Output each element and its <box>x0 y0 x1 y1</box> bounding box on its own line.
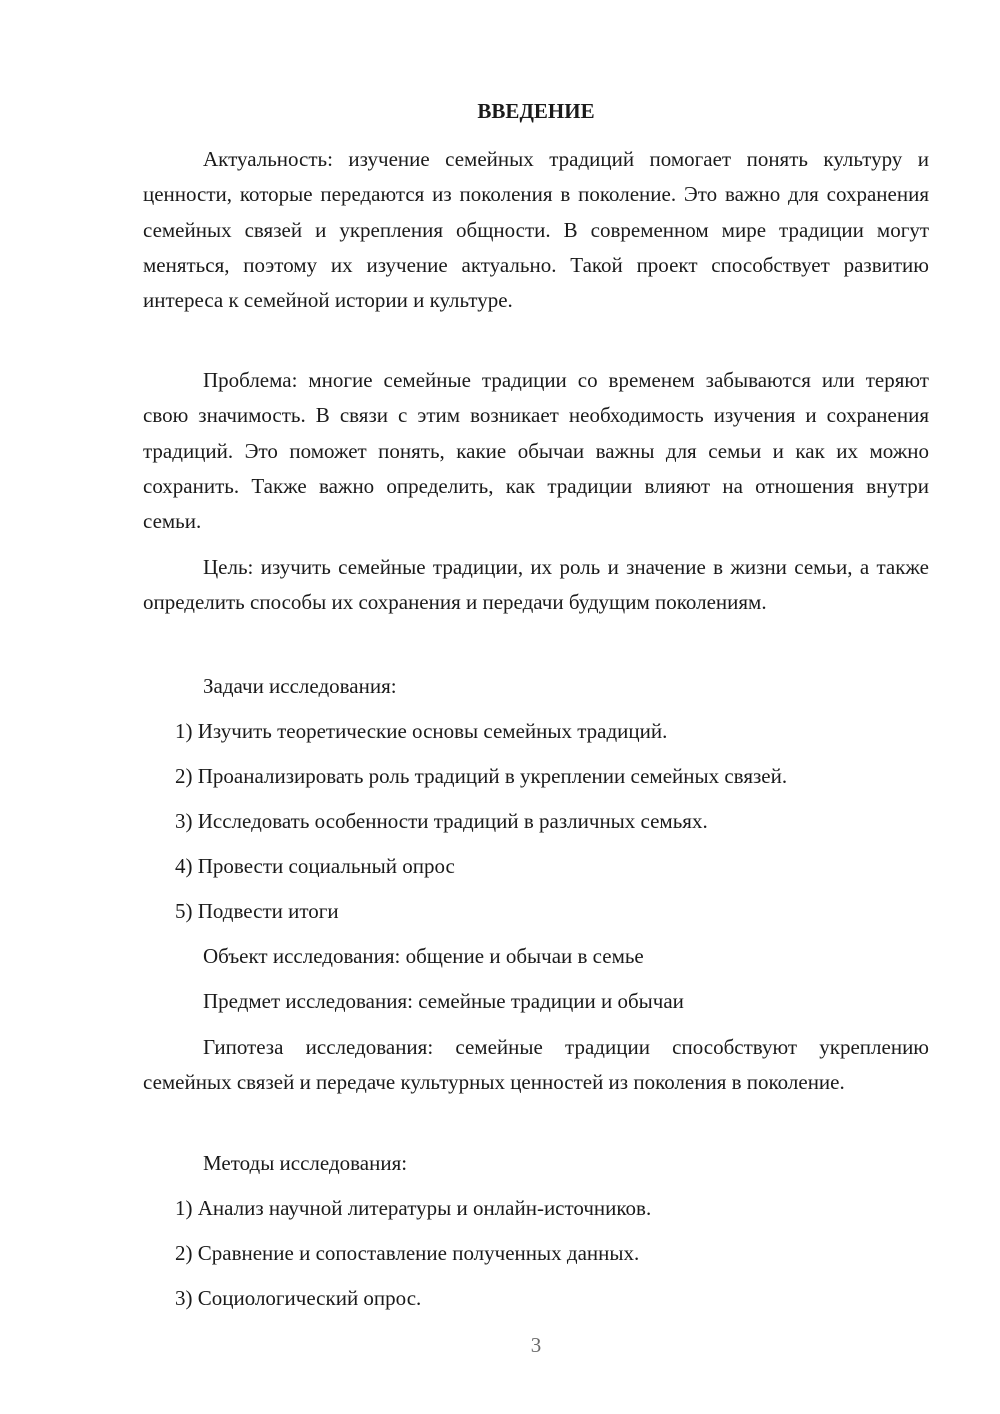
problem-paragraph: Проблема: многие семейные традиции со временем забываются или теряют свою значимость. В связи с этим возникает необходимость изучения и сохранения традиций. Это поможет понять, какие обычаи важны для семьи и как их можно сохранить. Также важно определить, как традиции влияют на отношения внутри семьи. <box>143 368 929 534</box>
task-item: 1) Изучить теоретические основы семейных традиций. <box>175 719 668 743</box>
relevance-paragraph: Актуальность: изучение семейных традиций помогает понять культуру и ценности, которые передаются из поколения в поколение. Это важно для сохранения семейных связей и укрепления общности. В современном мире традиции могут меняться, поэтому их изучение актуально. Такой проект способствует развитию интереса к семейной истории и культуре. <box>143 147 929 313</box>
task-item: 3) Исследовать особенности традиций в различных семьях. <box>175 809 708 833</box>
goal-paragraph: Цель: изучить семейные традиции, их роль и значение в жизни семьи, а также определить способы их сохранения и передачи будущим поколениям. <box>143 555 929 615</box>
hypothesis-paragraph: Гипотеза исследования: семейные традиции способствуют укреплению семейных связей и передаче культурных ценностей из поколения в поколение. <box>143 1035 929 1095</box>
task-item: 4) Провести социальный опрос <box>175 854 455 878</box>
task-item: 2) Проанализировать роль традиций в укреплении семейных связей. <box>175 764 788 788</box>
research-subject: Предмет исследования: семейные традиции и обычаи <box>203 989 684 1013</box>
method-item: 3) Социологический опрос. <box>175 1286 422 1310</box>
section-title: ВВЕДЕНИЕ <box>477 99 595 123</box>
tasks-heading: Задачи исследования: <box>203 674 397 698</box>
task-item: 5) Подвести итоги <box>175 899 339 923</box>
page-number: 3 <box>530 1333 542 1357</box>
methods-heading: Методы исследования: <box>203 1151 408 1175</box>
method-item: 1) Анализ научной литературы и онлайн-источников. <box>175 1196 652 1220</box>
method-item: 2) Сравнение и сопоставление полученных данных. <box>175 1241 640 1265</box>
research-object: Объект исследования: общение и обычаи в семье <box>203 944 644 968</box>
